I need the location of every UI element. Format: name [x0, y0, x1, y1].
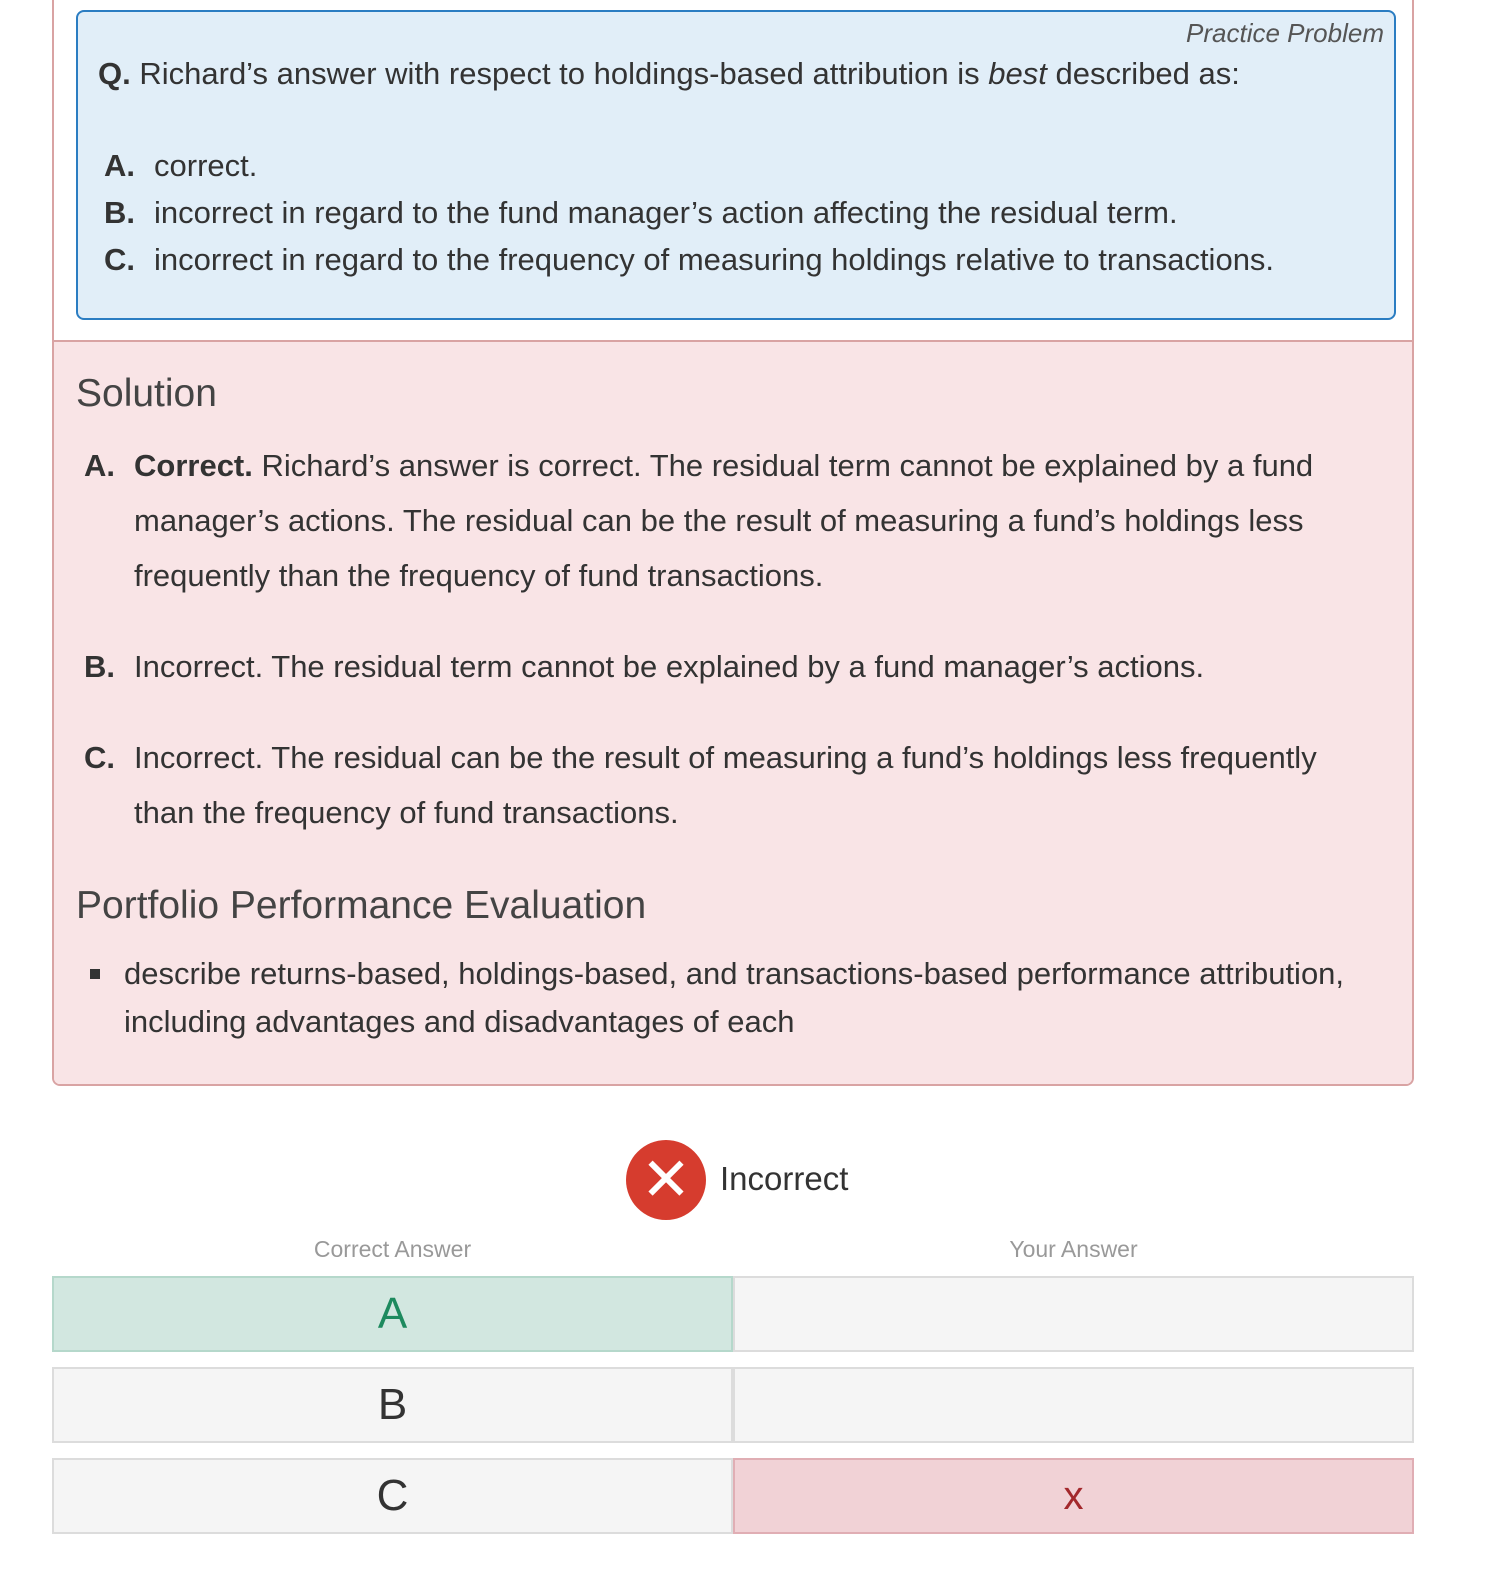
your-answer-cell-a: [733, 1276, 1414, 1352]
your-answer-cell-b: [733, 1367, 1414, 1443]
your-answer-header: Your Answer: [1009, 1236, 1138, 1262]
option-letter: A.: [104, 148, 135, 183]
solution-item-c: [84, 730, 1364, 840]
solution-verdict: Correct.: [134, 448, 253, 483]
learning-outcome-heading: Portfolio Performance Evaluation: [76, 884, 647, 927]
solution-item-b: [84, 639, 1364, 694]
solution-explanation: Richard’s answer is correct. The residual term cannot be explained by a fund manager’s actions. The residual can be the result of measuring a fund’s holdings less frequently than the frequency of fund transactions.: [134, 448, 1314, 593]
practice-problem-card: [52, 0, 1414, 1086]
solution-text: [134, 639, 1364, 694]
solution-text: [134, 730, 1364, 840]
solution-item-a: [84, 438, 1364, 603]
bullet-icon: [90, 969, 100, 979]
solution-box: [54, 340, 1412, 1084]
solution-explanation: Incorrect. The residual can be the result of measuring a fund’s holdings less frequently than the frequency of fund transactions.: [134, 740, 1317, 830]
question-option-c[interactable]: [104, 236, 1274, 283]
question-box: [76, 10, 1396, 320]
solution-explanation: Incorrect. The residual term cannot be explained by a fund manager’s actions.: [134, 649, 1205, 684]
correct-answer-cell-a: A: [52, 1276, 733, 1352]
result-label: Incorrect: [720, 1160, 849, 1197]
question-text-after: described as:: [1046, 56, 1240, 91]
question-emphasis: best: [988, 56, 1047, 91]
practice-problem-label: Practice Problem: [1186, 18, 1384, 48]
correct-answer-cell-c: C: [52, 1458, 733, 1534]
solution-letter: C.: [84, 740, 115, 775]
solution-heading: Solution: [76, 372, 217, 415]
learning-outcome-item: [84, 950, 1374, 1046]
correct-answer-header: Correct Answer: [313, 1236, 472, 1262]
solution-letter: B.: [84, 649, 115, 684]
option-text: incorrect in regard to the fund manager’s action affecting the residual term.: [154, 195, 1178, 230]
option-text: incorrect in regard to the frequency of measuring holdings relative to transactions.: [154, 242, 1275, 277]
question-options: [104, 142, 1274, 283]
x-circle-icon: ✕: [626, 1140, 706, 1220]
option-letter: B.: [104, 195, 135, 230]
question-option-b[interactable]: [104, 189, 1274, 236]
option-text: correct.: [154, 148, 258, 183]
your-answer-cell-c: x: [733, 1458, 1414, 1534]
correct-answer-cell-b: B: [52, 1367, 733, 1443]
solution-letter: A.: [84, 448, 115, 483]
question-prefix: Q.: [98, 56, 131, 91]
solution-text: [134, 438, 1364, 603]
question-option-a[interactable]: [104, 142, 1274, 189]
learning-outcome-text: describe returns-based, holdings-based, and transactions-based performance attribution, including advantages and disadvantages of each: [124, 956, 1345, 1039]
option-letter: C.: [104, 242, 135, 277]
question-text: [98, 56, 1240, 92]
question-text-before: Richard’s answer with respect to holdings-based attribution is: [139, 56, 989, 91]
